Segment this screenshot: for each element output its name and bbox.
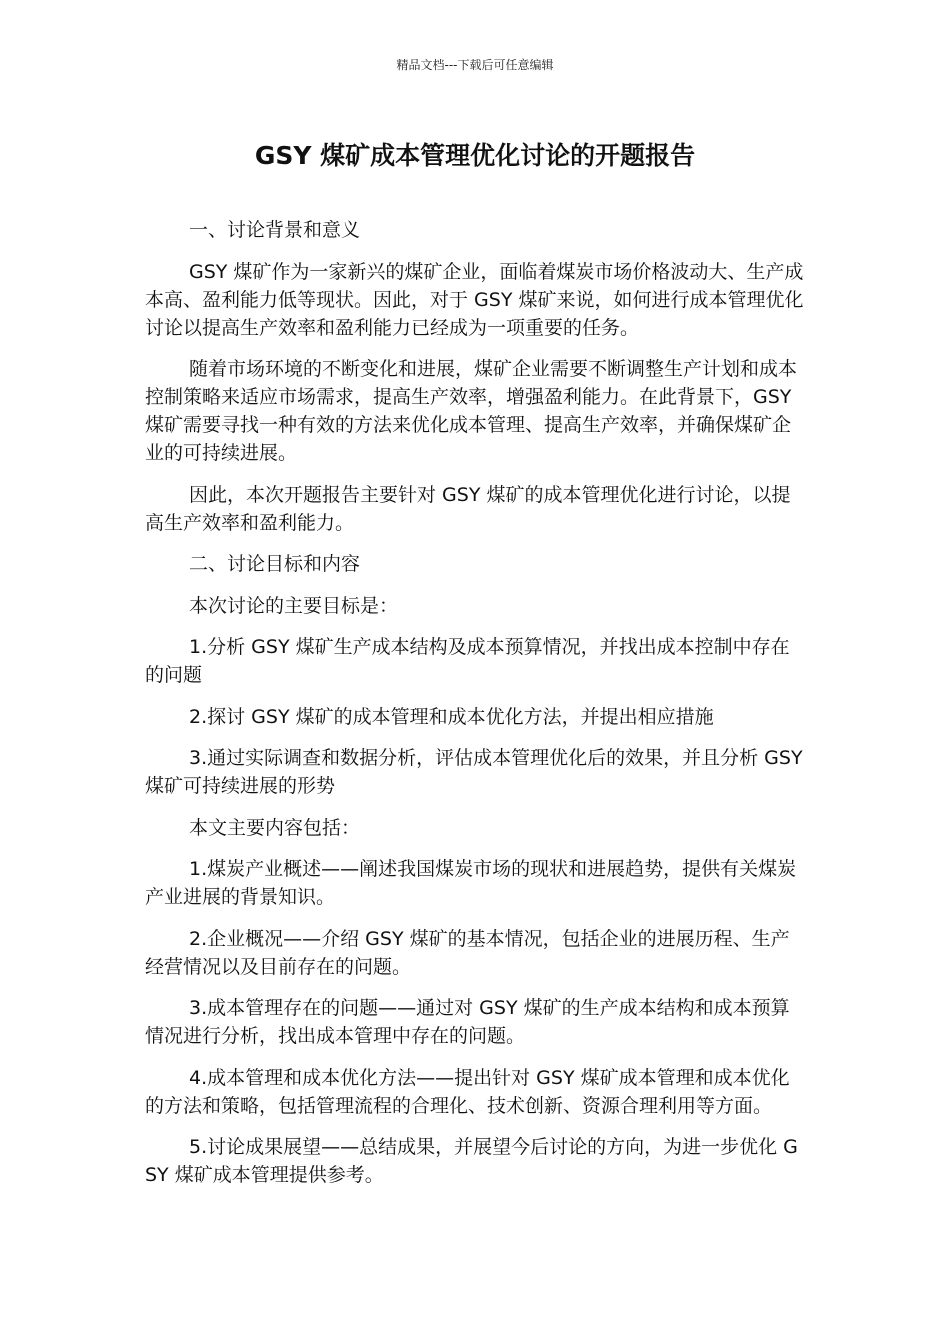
paragraph: 随着市场环境的不断变化和进展，煤矿企业需要不断调整生产计划和成本控制策略来适应市场需求，提高生产效率，增强盈利能力。在此背景下，GSY 煤矿需要寻找一种有效的方法来优化成本管理、提高生产效率，并确保煤矿企业的可持续进展。 bbox=[145, 358, 798, 464]
document-body bbox=[145, 216, 807, 1203]
section-heading-goals: 二、讨论目标和内容 bbox=[189, 553, 361, 575]
list-item: 1.煤炭产业概述——阐述我国煤炭市场的现状和进展趋势，提供有关煤炭产业进展的背景知识。 bbox=[145, 858, 797, 908]
list-item: 2.探讨 GSY 煤矿的成本管理和成本优化方法，并提出相应措施 bbox=[189, 705, 714, 728]
paragraph: 因此，本次开题报告主要针对 GSY 煤矿的成本管理优化进行讨论，以提高生产效率和盈利能力。 bbox=[145, 483, 791, 534]
paragraph: 本文主要内容包括： bbox=[189, 816, 361, 839]
section-heading-background: 一、讨论背景和意义 bbox=[189, 219, 361, 241]
document-title: GSY 煤矿成本管理优化讨论的开题报告 bbox=[254, 141, 696, 170]
list-item: 2.企业概况——介绍 GSY 煤矿的基本情况，包括企业的进展历程、生产经营情况以及目前存在的问题。 bbox=[145, 927, 790, 978]
page-header: 精品文档---下载后可任意编辑 bbox=[396, 58, 554, 72]
list-item: 3.通过实际调查和数据分析，评估成本管理优化后的效果，并且分析 GSY 煤矿可持续进展的形势 bbox=[145, 747, 803, 797]
list-item: 3.成本管理存在的问题——通过对 GSY 煤矿的生产成本结构和成本预算情况进行分析，找出成本管理中存在的问题。 bbox=[145, 997, 790, 1047]
paragraph: GSY 煤矿作为一家新兴的煤矿企业，面临着煤炭市场价格波动大、生产成本高、盈利能力低等现状。因此，对于 GSY 煤矿来说，如何进行成本管理优化讨论以提高生产效率和盈利能力已经成为一项重要的任务。 bbox=[145, 260, 804, 339]
list-item: 1.分析 GSY 煤矿生产成本结构及成本预算情况，并找出成本控制中存在的问题 bbox=[145, 636, 790, 686]
list-item: 5.讨论成果展望——总结成果，并展望今后讨论的方向，为进一步优化 GSY 煤矿成本管理提供参考。 bbox=[145, 1136, 798, 1186]
list-item: 4.成本管理和成本优化方法——提出针对 GSY 煤矿成本管理和成本优化的方法和策略，包括管理流程的合理化、技术创新、资源合理利用等方面。 bbox=[145, 1066, 790, 1117]
paragraph: 本次讨论的主要目标是： bbox=[189, 594, 399, 617]
